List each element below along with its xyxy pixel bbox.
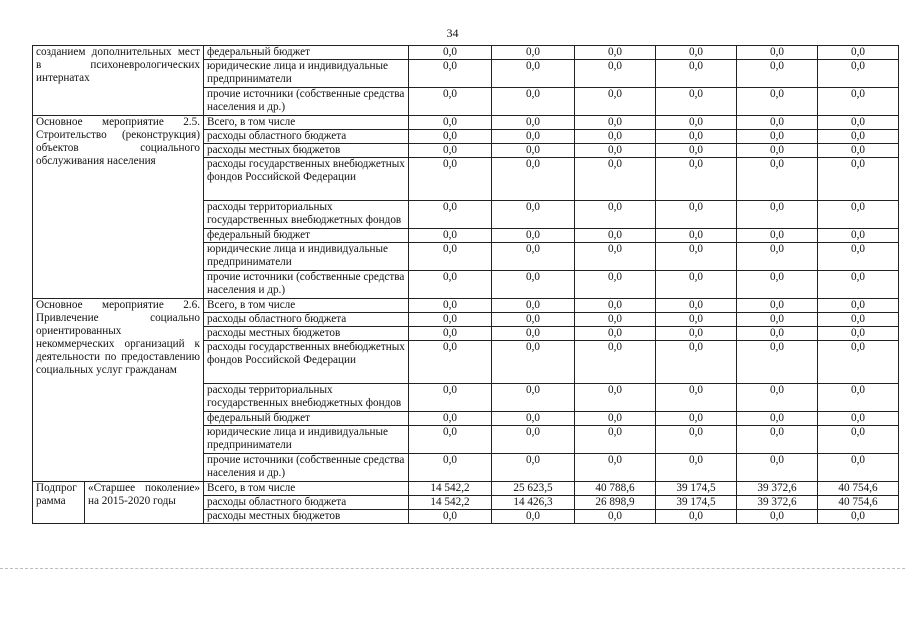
value-cell: 14 542,2 xyxy=(409,496,492,510)
value-cell: 0,0 xyxy=(656,116,737,130)
value-cell: 0,0 xyxy=(818,201,899,229)
value-cell: 0,0 xyxy=(409,158,492,201)
value-cell: 0,0 xyxy=(492,510,575,524)
value-cell: 0,0 xyxy=(409,144,492,158)
value-cell: 0,0 xyxy=(656,130,737,144)
value-cell: 0,0 xyxy=(656,144,737,158)
value-cell: 0,0 xyxy=(575,327,656,341)
value-cell: 0,0 xyxy=(818,271,899,299)
source-cell: расходы местных бюджетов xyxy=(204,510,409,524)
value-cell: 0,0 xyxy=(409,243,492,271)
value-cell: 0,0 xyxy=(575,384,656,412)
value-cell: 0,0 xyxy=(737,158,818,201)
value-cell: 0,0 xyxy=(492,299,575,313)
value-cell: 0,0 xyxy=(818,384,899,412)
value-cell: 0,0 xyxy=(737,229,818,243)
subprogram-title: «Старшее поколение» на 2015-2020 годы xyxy=(85,482,204,524)
source-cell: прочие источники (собственные средства населения и др.) xyxy=(204,271,409,299)
value-cell: 0,0 xyxy=(818,144,899,158)
value-cell: 0,0 xyxy=(492,116,575,130)
value-cell: 0,0 xyxy=(656,201,737,229)
value-cell: 0,0 xyxy=(492,88,575,116)
value-cell: 0,0 xyxy=(575,46,656,60)
value-cell: 0,0 xyxy=(737,271,818,299)
value-cell: 0,0 xyxy=(656,327,737,341)
value-cell: 0,0 xyxy=(737,60,818,88)
value-cell: 0,0 xyxy=(492,426,575,454)
value-cell: 0,0 xyxy=(737,327,818,341)
source-cell: расходы государственных внебюджетных фондов Российской Федерации xyxy=(204,341,409,384)
value-cell: 14 426,3 xyxy=(492,496,575,510)
value-cell: 0,0 xyxy=(409,88,492,116)
source-cell: расходы государственных внебюджетных фондов Российской Федерации xyxy=(204,158,409,201)
value-cell: 0,0 xyxy=(656,229,737,243)
value-cell: 0,0 xyxy=(409,60,492,88)
source-cell: расходы областного бюджета xyxy=(204,496,409,510)
value-cell: 0,0 xyxy=(409,201,492,229)
source-cell: юридические лица и индивидуальные предприниматели xyxy=(204,243,409,271)
value-cell: 0,0 xyxy=(737,116,818,130)
value-cell: 0,0 xyxy=(409,510,492,524)
value-cell: 0,0 xyxy=(656,341,737,384)
value-cell: 0,0 xyxy=(575,510,656,524)
value-cell: 0,0 xyxy=(575,271,656,299)
measure-label: созданием дополнительных мест в психоневрологических интернатах xyxy=(33,46,204,116)
value-cell: 0,0 xyxy=(818,130,899,144)
source-cell: расходы территориальных государственных внебюджетных фондов xyxy=(204,201,409,229)
value-cell: 0,0 xyxy=(409,412,492,426)
value-cell: 0,0 xyxy=(656,46,737,60)
value-cell: 0,0 xyxy=(409,341,492,384)
value-cell: 0,0 xyxy=(737,384,818,412)
value-cell: 0,0 xyxy=(575,243,656,271)
value-cell: 40 754,6 xyxy=(818,496,899,510)
value-cell: 0,0 xyxy=(818,229,899,243)
table-row xyxy=(33,46,899,60)
value-cell: 39 372,6 xyxy=(737,496,818,510)
value-cell: 0,0 xyxy=(409,46,492,60)
value-cell: 0,0 xyxy=(818,46,899,60)
source-cell: расходы областного бюджета xyxy=(204,313,409,327)
source-cell: юридические лица и индивидуальные предприниматели xyxy=(204,426,409,454)
value-cell: 0,0 xyxy=(575,454,656,482)
value-cell: 0,0 xyxy=(656,426,737,454)
source-cell: Всего, в том числе xyxy=(204,482,409,496)
value-cell: 0,0 xyxy=(575,88,656,116)
source-cell: прочие источники (собственные средства населения и др.) xyxy=(204,454,409,482)
value-cell: 0,0 xyxy=(492,201,575,229)
value-cell: 0,0 xyxy=(492,60,575,88)
value-cell: 0,0 xyxy=(492,384,575,412)
source-cell: юридические лица и индивидуальные предприниматели xyxy=(204,60,409,88)
value-cell: 39 174,5 xyxy=(656,482,737,496)
source-cell: федеральный бюджет xyxy=(204,46,409,60)
value-cell: 0,0 xyxy=(575,341,656,384)
table-row xyxy=(33,116,899,130)
value-cell: 0,0 xyxy=(492,313,575,327)
value-cell: 14 542,2 xyxy=(409,482,492,496)
value-cell: 0,0 xyxy=(575,201,656,229)
value-cell: 0,0 xyxy=(656,60,737,88)
source-cell: прочие источники (собственные средства населения и др.) xyxy=(204,88,409,116)
source-cell: Всего, в том числе xyxy=(204,116,409,130)
value-cell: 0,0 xyxy=(492,130,575,144)
value-cell: 0,0 xyxy=(409,426,492,454)
table-row xyxy=(33,299,899,313)
source-cell: расходы областного бюджета xyxy=(204,130,409,144)
value-cell: 0,0 xyxy=(818,299,899,313)
value-cell: 0,0 xyxy=(575,313,656,327)
value-cell: 0,0 xyxy=(409,313,492,327)
source-cell: расходы местных бюджетов xyxy=(204,327,409,341)
value-cell: 0,0 xyxy=(575,116,656,130)
value-cell: 40 754,6 xyxy=(818,482,899,496)
value-cell: 0,0 xyxy=(492,454,575,482)
value-cell: 0,0 xyxy=(575,144,656,158)
value-cell: 0,0 xyxy=(818,327,899,341)
value-cell: 0,0 xyxy=(409,327,492,341)
value-cell: 0,0 xyxy=(737,299,818,313)
value-cell: 0,0 xyxy=(492,243,575,271)
value-cell: 0,0 xyxy=(737,412,818,426)
value-cell: 0,0 xyxy=(409,271,492,299)
value-cell: 0,0 xyxy=(492,327,575,341)
value-cell: 0,0 xyxy=(656,158,737,201)
table-row xyxy=(33,482,899,496)
value-cell: 0,0 xyxy=(818,454,899,482)
value-cell: 0,0 xyxy=(656,313,737,327)
value-cell: 0,0 xyxy=(492,341,575,384)
value-cell: 0,0 xyxy=(656,88,737,116)
value-cell: 0,0 xyxy=(492,46,575,60)
value-cell: 0,0 xyxy=(818,116,899,130)
source-cell: расходы местных бюджетов xyxy=(204,144,409,158)
value-cell: 0,0 xyxy=(818,88,899,116)
value-cell: 0,0 xyxy=(737,243,818,271)
value-cell: 0,0 xyxy=(656,271,737,299)
measure-label: Основное мероприятие 2.6. Привлечение социально ориентированных некоммерческих организаций к деятельности по предоставлению социальных услуг гражданам xyxy=(33,299,204,482)
source-cell: федеральный бюджет xyxy=(204,412,409,426)
value-cell: 0,0 xyxy=(656,510,737,524)
value-cell: 0,0 xyxy=(818,243,899,271)
value-cell: 0,0 xyxy=(818,60,899,88)
value-cell: 0,0 xyxy=(575,130,656,144)
value-cell: 0,0 xyxy=(737,510,818,524)
budget-table xyxy=(32,45,899,524)
value-cell: 0,0 xyxy=(656,412,737,426)
value-cell: 0,0 xyxy=(737,426,818,454)
value-cell: 0,0 xyxy=(818,313,899,327)
value-cell: 0,0 xyxy=(492,144,575,158)
value-cell: 0,0 xyxy=(409,116,492,130)
value-cell: 26 898,9 xyxy=(575,496,656,510)
value-cell: 0,0 xyxy=(737,88,818,116)
scan-edge-line xyxy=(0,568,905,569)
value-cell: 39 372,6 xyxy=(737,482,818,496)
value-cell: 0,0 xyxy=(409,299,492,313)
value-cell: 0,0 xyxy=(818,510,899,524)
value-cell: 40 788,6 xyxy=(575,482,656,496)
value-cell: 0,0 xyxy=(818,412,899,426)
value-cell: 0,0 xyxy=(492,412,575,426)
value-cell: 0,0 xyxy=(409,384,492,412)
source-cell: расходы территориальных государственных внебюджетных фондов xyxy=(204,384,409,412)
measure-label: Основное мероприятие 2.5. Строительство (реконструкция) объектов социального обслуживания населения xyxy=(33,116,204,299)
value-cell: 0,0 xyxy=(656,454,737,482)
value-cell: 0,0 xyxy=(492,271,575,299)
source-cell: федеральный бюджет xyxy=(204,229,409,243)
value-cell: 0,0 xyxy=(818,341,899,384)
source-cell: Всего, в том числе xyxy=(204,299,409,313)
value-cell: 0,0 xyxy=(818,426,899,454)
value-cell: 0,0 xyxy=(656,243,737,271)
value-cell: 0,0 xyxy=(492,229,575,243)
value-cell: 0,0 xyxy=(737,201,818,229)
value-cell: 0,0 xyxy=(737,130,818,144)
value-cell: 0,0 xyxy=(409,229,492,243)
value-cell: 0,0 xyxy=(737,144,818,158)
value-cell: 0,0 xyxy=(492,158,575,201)
value-cell: 0,0 xyxy=(575,158,656,201)
value-cell: 0,0 xyxy=(656,384,737,412)
subprogram-label: Подпрограмма xyxy=(33,482,85,524)
value-cell: 0,0 xyxy=(575,299,656,313)
value-cell: 39 174,5 xyxy=(656,496,737,510)
value-cell: 0,0 xyxy=(737,313,818,327)
value-cell: 0,0 xyxy=(575,60,656,88)
value-cell: 0,0 xyxy=(818,158,899,201)
value-cell: 0,0 xyxy=(656,299,737,313)
value-cell: 0,0 xyxy=(737,341,818,384)
value-cell: 0,0 xyxy=(575,426,656,454)
value-cell: 0,0 xyxy=(575,229,656,243)
value-cell: 25 623,5 xyxy=(492,482,575,496)
value-cell: 0,0 xyxy=(409,454,492,482)
value-cell: 0,0 xyxy=(409,130,492,144)
value-cell: 0,0 xyxy=(575,412,656,426)
page-number: 34 xyxy=(446,26,459,40)
value-cell: 0,0 xyxy=(737,46,818,60)
value-cell: 0,0 xyxy=(737,454,818,482)
